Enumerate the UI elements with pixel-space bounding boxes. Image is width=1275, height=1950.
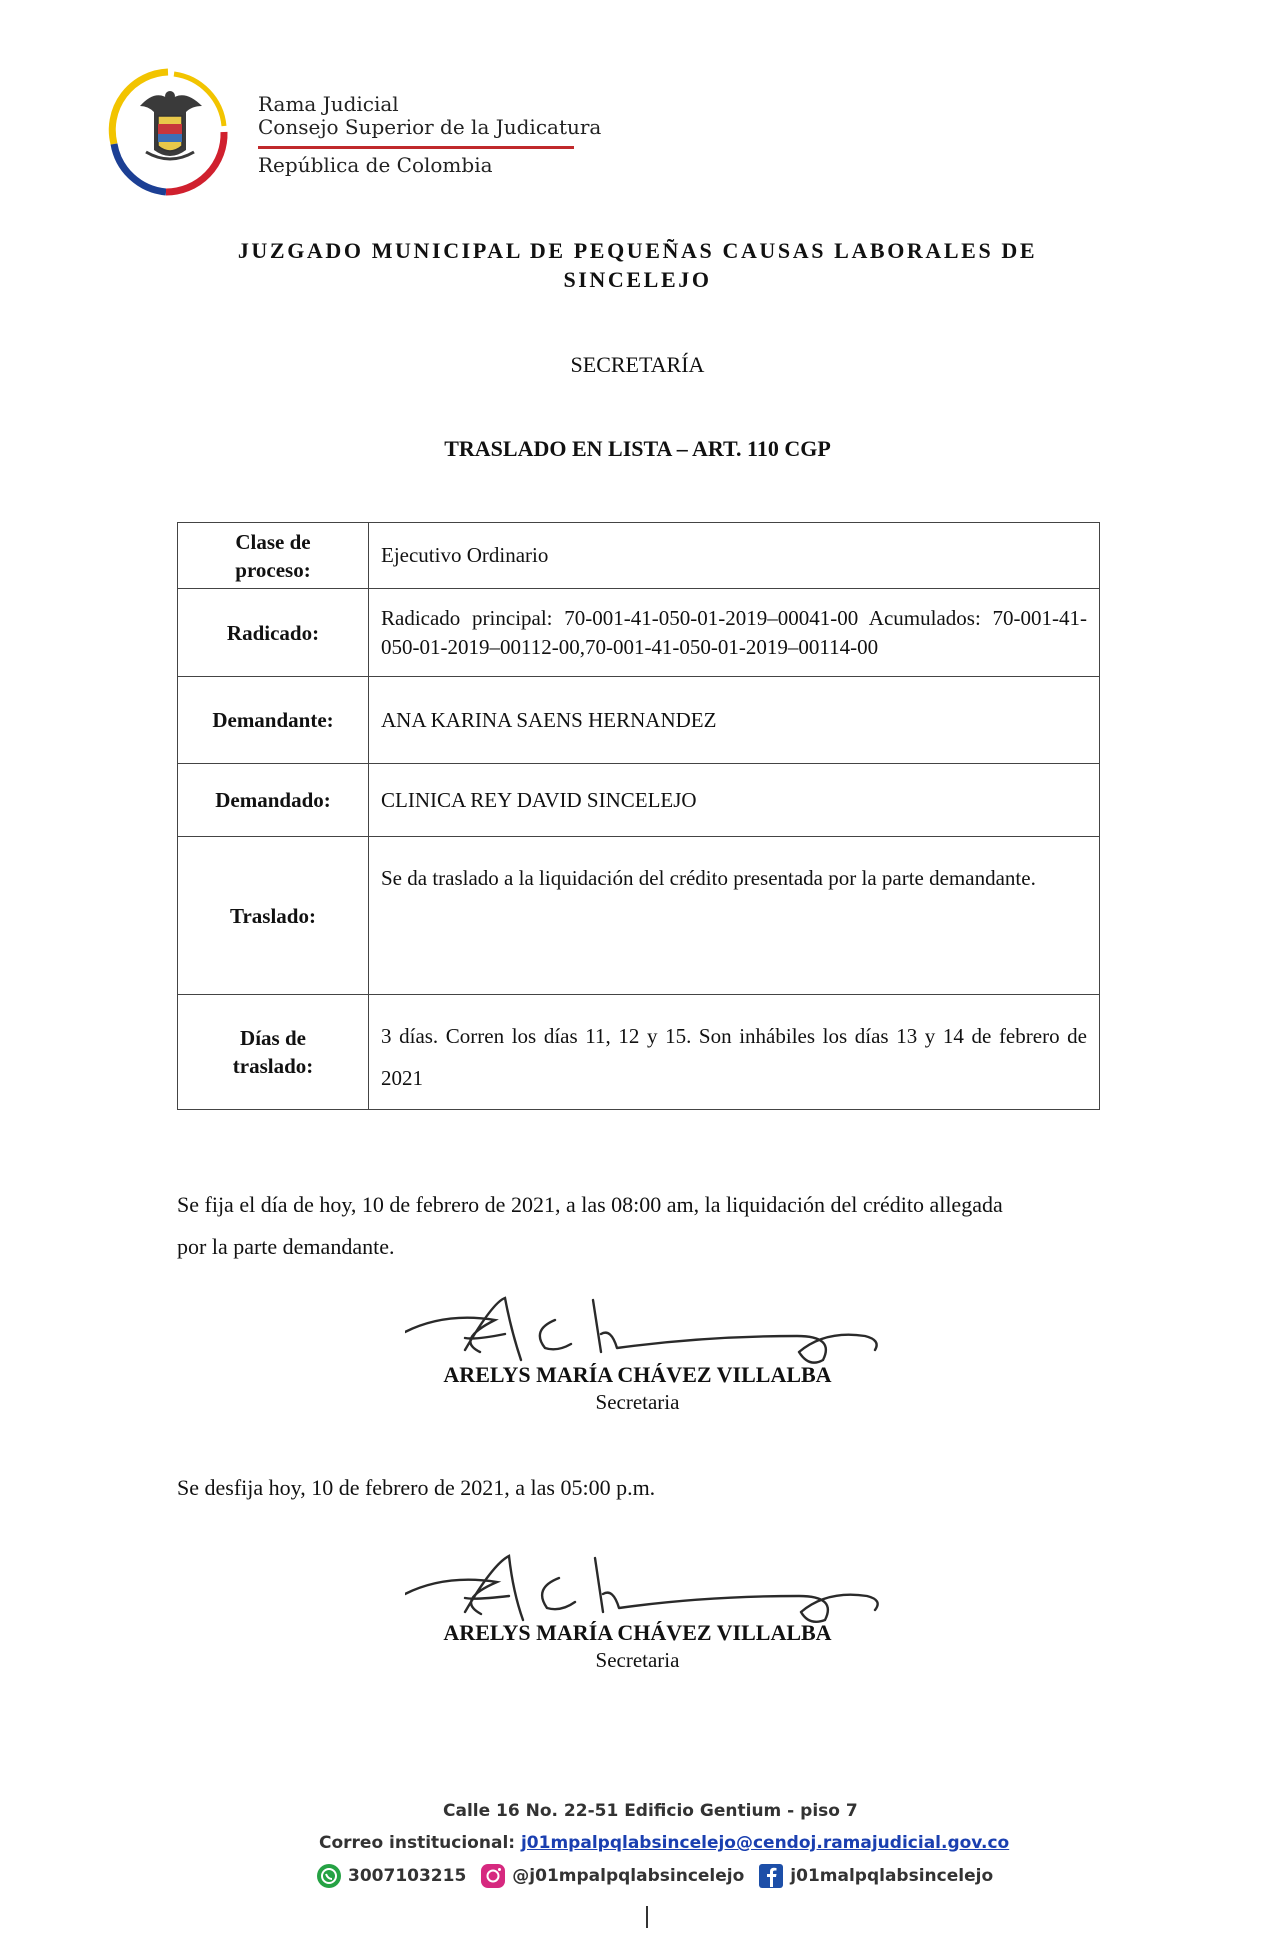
- clase-label: Clase de proceso:: [178, 523, 369, 589]
- whatsapp-number: 3007103215: [348, 1866, 467, 1886]
- footer-mail-link[interactable]: j01mpalpqlabsincelejo@cendoj.ramajudicial.gov.co: [520, 1833, 1010, 1853]
- signer-role: Secretaria: [595, 1390, 680, 1414]
- section-heading: SECRETARÍA: [570, 352, 705, 377]
- radicado-value: Radicado principal: 70-001-41-050-01-2019–00041-00 Acumulados: 70-001-41-050-01-2019–00112-00,70-001-41-050-01-2019–00114-00: [369, 589, 1100, 677]
- radicado-label: Radicado:: [178, 589, 369, 677]
- table-row: [178, 589, 1100, 677]
- court-title-line1: JUZGADO MUNICIPAL DE PEQUEÑAS CAUSAS LABORALES DE: [237, 238, 1038, 263]
- brand-rama-judicial: Rama Judicial: [258, 92, 399, 116]
- signature-image: [405, 1290, 885, 1370]
- desfija-paragraph: Se desfija hoy, 10 de febrero de 2021, a las 05:00 p.m.: [177, 1475, 656, 1500]
- table-row: [178, 677, 1100, 764]
- table-row: [178, 837, 1100, 995]
- facebook-handle[interactable]: j01malpqlabsincelejo: [790, 1866, 994, 1886]
- court-title-line2: SINCELEJO: [563, 267, 712, 292]
- notice-title: TRASLADO EN LISTA – ART. 110 CGP: [444, 436, 831, 461]
- instagram-icon: [480, 1863, 506, 1889]
- dias-label: Días de traslado:: [178, 995, 369, 1110]
- brand-republica: República de Colombia: [258, 153, 493, 177]
- footer-divider: [646, 1906, 648, 1928]
- rama-judicial-logo: [106, 66, 236, 200]
- traslado-label: Traslado:: [178, 837, 369, 995]
- court-title: [0, 236, 1275, 294]
- signer-role: Secretaria: [595, 1648, 680, 1672]
- footer-mail-label: Correo institucional:: [319, 1833, 521, 1853]
- table-row: [178, 995, 1100, 1110]
- whatsapp-icon: [316, 1863, 342, 1889]
- demandado-value: CLINICA REY DAVID SINCELEJO: [369, 764, 1100, 837]
- footer-address: Calle 16 No. 22-51 Edificio Gentium - piso 7: [443, 1801, 858, 1821]
- case-info-table: [177, 522, 1100, 1110]
- signer-name: ARELYS MARÍA CHÁVEZ VILLALBA: [443, 1620, 832, 1645]
- brand-consejo-superior: Consejo Superior de la Judicatura: [258, 115, 602, 139]
- fija-paragraph: Se fija el día de hoy, 10 de febrero de 2021, a las 08:00 am, la liquidación del crédito allegada por la parte demandante.: [177, 1192, 1003, 1259]
- table-row: [178, 523, 1100, 589]
- signer-name: ARELYS MARÍA CHÁVEZ VILLALBA: [443, 1362, 832, 1387]
- clase-value: Ejecutivo Ordinario: [369, 523, 1100, 589]
- instagram-handle[interactable]: @j01mpalpqlabsincelejo: [512, 1866, 745, 1886]
- facebook-icon: [758, 1863, 784, 1889]
- footer-social: [316, 1862, 993, 1890]
- demandante-label: Demandante:: [178, 677, 369, 764]
- table-row: [178, 764, 1100, 837]
- signature-image: [405, 1548, 885, 1628]
- traslado-value: Se da traslado a la liquidación del crédito presentada por la parte demandante.: [369, 837, 1100, 995]
- dias-value: 3 días. Corren los días 11, 12 y 15. Son inhábiles los días 13 y 14 de febrero de 2021: [369, 995, 1100, 1110]
- demandado-label: Demandado:: [178, 764, 369, 837]
- footer-mail-line: [319, 1833, 1009, 1853]
- demandante-value: ANA KARINA SAENS HERNANDEZ: [369, 677, 1100, 764]
- brand-divider: [258, 146, 574, 149]
